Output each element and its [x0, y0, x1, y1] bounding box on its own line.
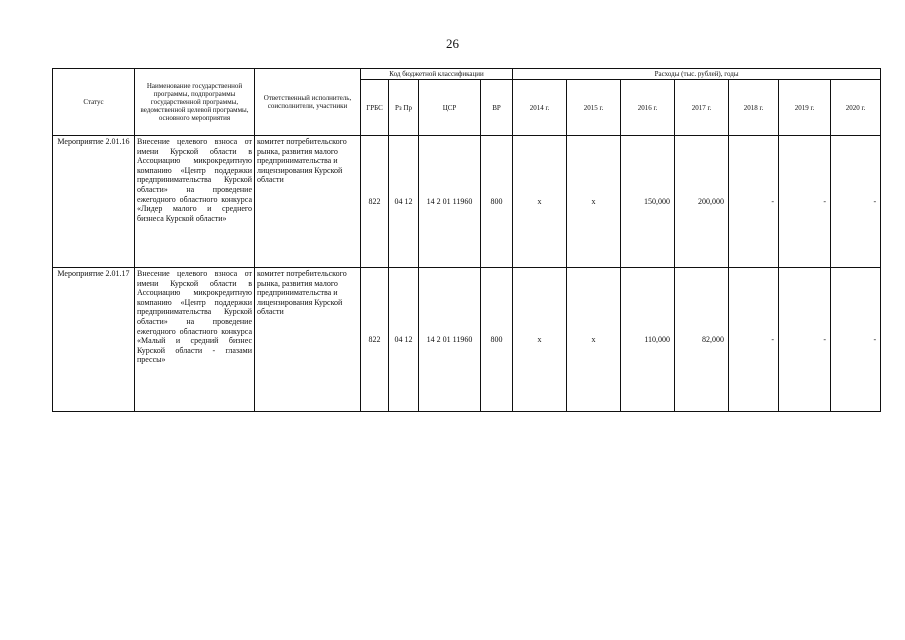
row-value-2020: - — [831, 268, 881, 412]
row-csr: 14 2 01 11960 — [419, 268, 481, 412]
header-budget-code-group: Код бюджетной классификации — [361, 69, 513, 80]
row-vr: 800 — [481, 268, 513, 412]
row-value-2014: х — [513, 268, 567, 412]
header-responsible: Ответственный исполнитель, соисполнители, участники — [255, 69, 361, 136]
row-name: Внесение целевого взноса от имени Курской области в Ассоциацию микрокредитную компанию «Центр поддержки предпринимательства Курской области» на проведение ежегодного областного конкурса «Малый и средний бизнес Курской области - глазами прессы» — [135, 268, 255, 412]
header-year-2017: 2017 г. — [675, 80, 729, 136]
row-status: Мероприятие 2.01.16 — [53, 136, 135, 268]
row-responsible: комитет потребительского рынка, развития малого предпринимательства и лицензирования Курской области — [255, 268, 361, 412]
row-value-2017: 82,000 — [675, 268, 729, 412]
row-value-2015: х — [567, 268, 621, 412]
budget-table — [52, 68, 881, 412]
header-expenses-group: Расходы (тыс. рублей), годы — [513, 69, 881, 80]
header-grbs: ГРБС — [361, 80, 389, 136]
row-value-2017: 200,000 — [675, 136, 729, 268]
header-year-2014: 2014 г. — [513, 80, 567, 136]
row-value-2016: 110,000 — [621, 268, 675, 412]
header-csr: ЦСР — [419, 80, 481, 136]
row-status: Мероприятие 2.01.17 — [53, 268, 135, 412]
row-value-2019: - — [779, 136, 831, 268]
page-number: 26 — [446, 36, 459, 51]
row-value-2015: х — [567, 136, 621, 268]
table-row — [53, 136, 881, 268]
header-year-2020: 2020 г. — [831, 80, 881, 136]
row-value-2020: - — [831, 136, 881, 268]
row-grbs: 822 — [361, 268, 389, 412]
header-status: Статус — [53, 69, 135, 136]
row-csr: 14 2 01 11960 — [419, 136, 481, 268]
header-vr: ВР — [481, 80, 513, 136]
row-grbs: 822 — [361, 136, 389, 268]
header-year-2016: 2016 г. — [621, 80, 675, 136]
row-value-2018: - — [729, 268, 779, 412]
row-rzpr: 04 12 — [389, 136, 419, 268]
row-responsible: комитет потребительского рынка, развития малого предпринимательства и лицензирования Курской области — [255, 136, 361, 268]
row-name: Внесение целевого взноса от имени Курской области в Ассоциацию микрокредитную компанию «Центр поддержки предпринимательства Курской области» на проведение ежегодного областного конкурса «Лидер малого и среднего бизнеса Курской области» — [135, 136, 255, 268]
row-value-2016: 150,000 — [621, 136, 675, 268]
row-value-2018: - — [729, 136, 779, 268]
row-rzpr: 04 12 — [389, 268, 419, 412]
row-vr: 800 — [481, 136, 513, 268]
header-year-2015: 2015 г. — [567, 80, 621, 136]
header-year-2019: 2019 г. — [779, 80, 831, 136]
table-row — [53, 268, 881, 412]
header-name: Наименование государственной программы, подпрограммы государственной программы, ведомственной целевой программы, основного мероприятия — [135, 69, 255, 136]
header-rzpr: Рз Пр — [389, 80, 419, 136]
row-value-2019: - — [779, 268, 831, 412]
row-value-2014: х — [513, 136, 567, 268]
header-year-2018: 2018 г. — [729, 80, 779, 136]
